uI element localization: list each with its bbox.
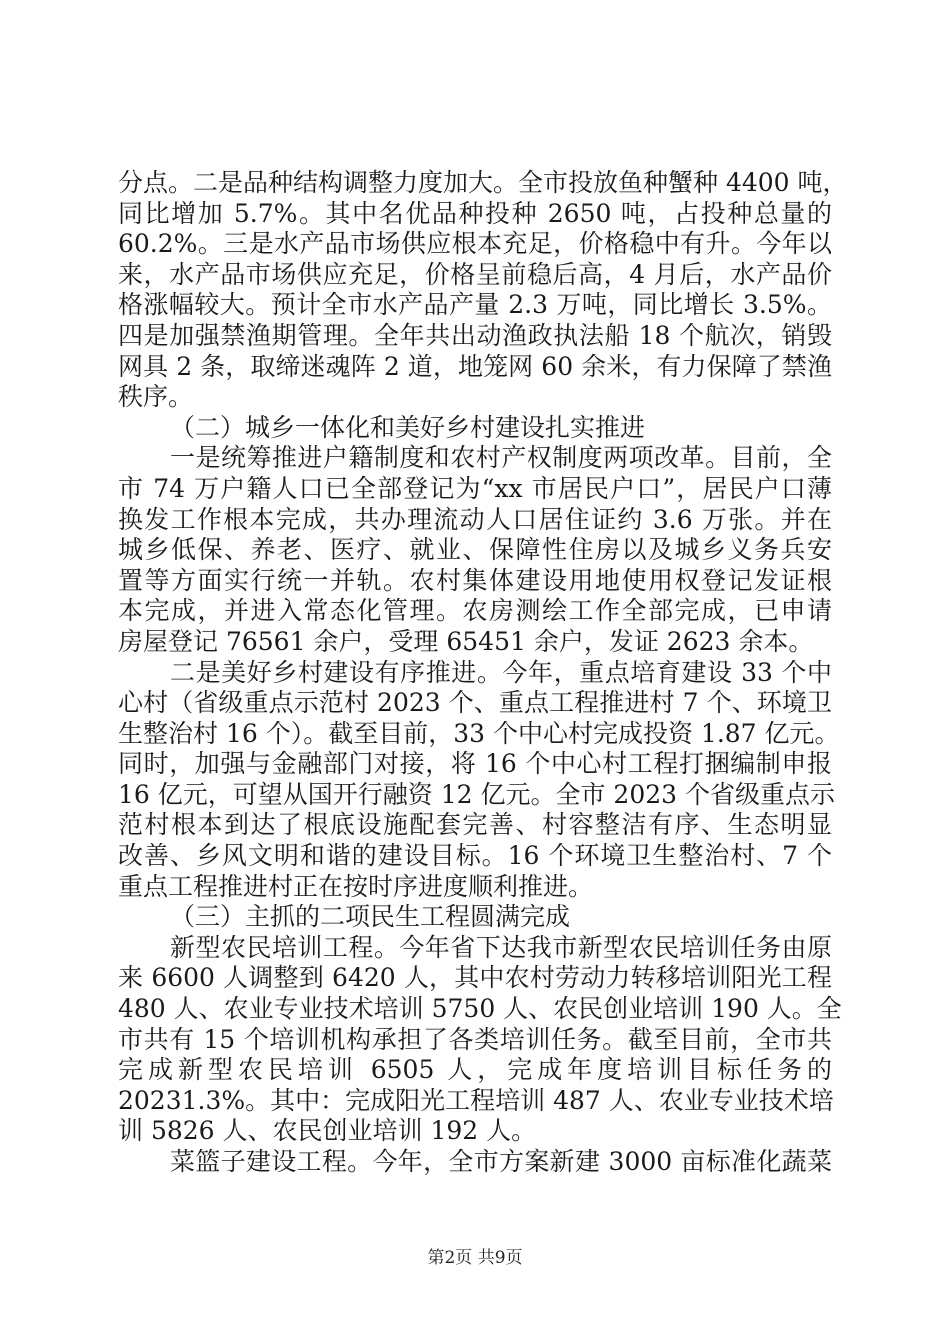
text-line: 置等方面实行统一并轨。农村集体建设用地使用权登记发证根: [118, 565, 832, 595]
text-line: 市 74 万户籍人口已全部登记为“xx 市居民户口”，居民户口薄: [118, 473, 832, 503]
text-line: 来，水产品市场供应充足，价格呈前稳后高，4 月后，水产品价: [118, 259, 832, 289]
text-line: 60.2%。三是水产品市场供应根本充足，价格稳中有升。今年以: [118, 229, 832, 259]
text-line: 同时，加强与金融部门对接，将 16 个中心村工程打捆编制申报: [118, 749, 832, 779]
text-line: （二）城乡一体化和美好乡村建设扎实推进: [170, 412, 646, 442]
text-line: 重点工程推进村正在按时序进度顺利推进。: [118, 871, 594, 901]
document-body: [118, 168, 848, 1178]
page-footer: 第2页 共9页: [427, 1248, 523, 1268]
text-line: 换发工作根本完成，共办理流动人口居住证约 3.6 万张。并在: [118, 504, 832, 534]
text-line: 同比增加 5.7%。其中名优品种投种 2650 吨，占投种总量的: [118, 198, 832, 228]
text-line: 分点。二是品种结构调整力度加大。全市投放鱼种蟹种 4400 吨，: [118, 168, 848, 197]
text-line: 完成新型农民培训 6505 人，完成年度培训目标任务的: [118, 1055, 832, 1085]
text-line: 来 6600 人调整到 6420 人，其中农村劳动力转移培训阳光工程: [118, 963, 832, 993]
text-line: 一是统筹推进户籍制度和农村产权制度两项改革。目前，全: [170, 443, 832, 473]
text-line: 生整治村 16 个）。截至目前，33 个中心村完成投资 1.87 亿元。: [118, 718, 840, 748]
text-line: 格涨幅较大。预计全市水产品产量 2.3 万吨，同比增长 3.5%。: [118, 290, 832, 320]
text-line: 改善、乡风文明和谐的建设目标。16 个环境卫生整治村、7 个: [118, 841, 832, 871]
text-line: 城乡低保、养老、医疗、就业、保障性住房以及城乡义务兵安: [118, 535, 832, 565]
text-line: 秩序。: [118, 382, 194, 412]
text-line: 菜篮子建设工程。今年，全市方案新建 3000 亩标准化蔬菜: [170, 1147, 832, 1176]
text-line: 四是加强禁渔期管理。全年共出动渔政执法船 18 个航次，销毁: [118, 320, 832, 350]
text-line: （三）主抓的二项民生工程圆满完成: [170, 902, 571, 932]
text-line: 新型农民培训工程。今年省下达我市新型农民培训任务由原: [170, 932, 832, 962]
text-line: 20231.3%。其中：完成阳光工程培训 487 人、农业专业技术培: [118, 1085, 834, 1115]
text-line: 480 人、农业专业技术培训 5750 人、农民创业培训 190 人。全: [118, 994, 842, 1024]
text-line: 训 5826 人、农民创业培训 192 人。: [118, 1116, 537, 1146]
text-line: 房屋登记 76561 余户，受理 65451 余户，发证 2623 余本。: [118, 626, 814, 656]
text-line: 网具 2 条，取缔迷魂阵 2 道，地笼网 60 余米，有力保障了禁渔: [118, 351, 832, 381]
text-line: 范村根本到达了根底设施配套完善、村容整洁有序、生态明显: [118, 810, 832, 840]
text-line: 本完成，并进入常态化管理。农房测绘工作全部完成，已申请: [118, 596, 832, 626]
text-line: 16 亿元，可望从国开行融资 12 亿元。全市 2023 个省级重点示: [118, 779, 835, 809]
text-line: 二是美好乡村建设有序推进。今年，重点培育建设 33 个中: [170, 657, 832, 687]
text-line: 市共有 15 个培训机构承担了各类培训任务。截至目前，全市共: [118, 1024, 832, 1054]
text-line: 心村（省级重点示范村 2023 个、重点工程推进村 7 个、环境卫: [118, 688, 832, 718]
